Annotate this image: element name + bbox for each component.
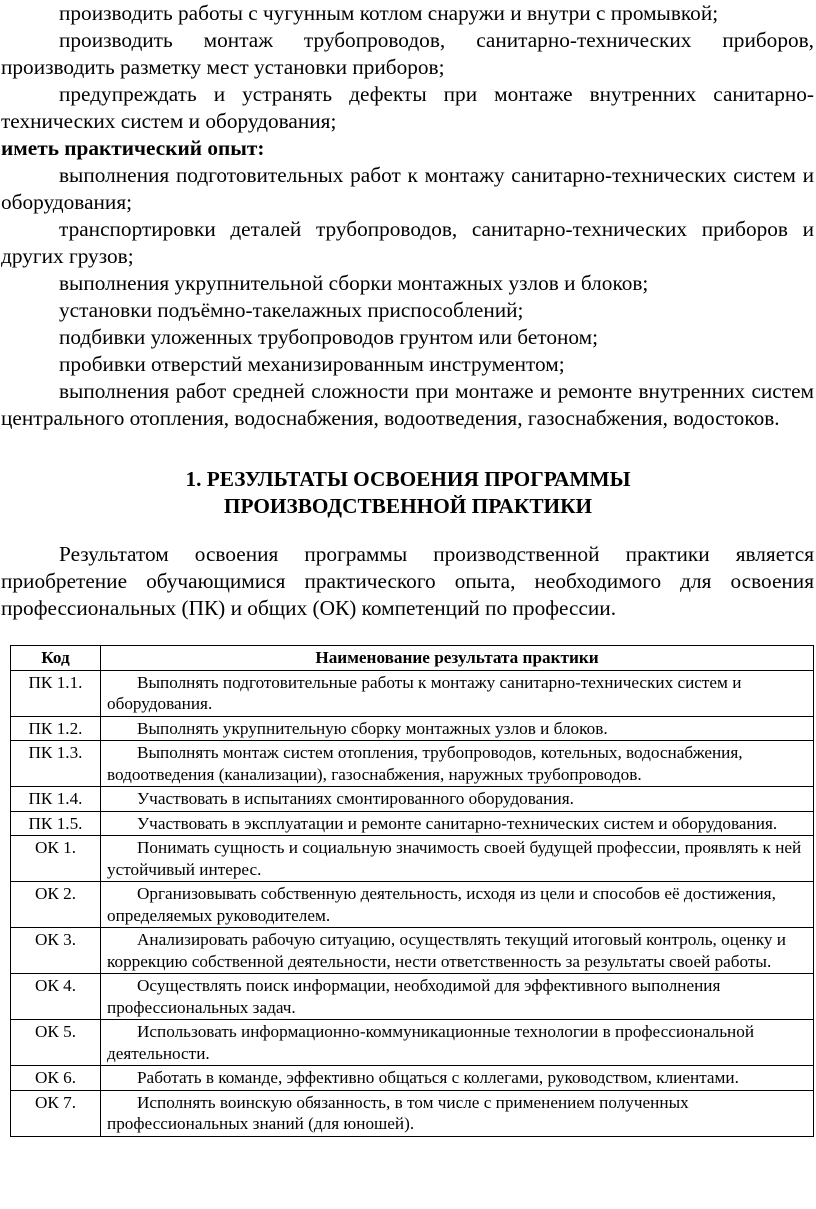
competency-code: ПК 1.3. xyxy=(11,741,101,787)
experience-item: выполнения работ средней сложности при монтаже и ремонте внутренних систем центрального отопления, водоснабжения, водоотведения, газоснабжения, водостоков. xyxy=(1,379,814,430)
experience-item: подбивки уложенных трубопроводов грунтом или бетоном; xyxy=(59,325,599,349)
competency-code: ОК 5. xyxy=(11,1020,101,1066)
section-heading-line: ПРОИЗВОДСТВЕННОЙ ПРАКТИКИ xyxy=(223,494,593,518)
experience-item: выполнения укрупнительной сборки монтажных узлов и блоков; xyxy=(59,271,649,295)
competency-name: Осуществлять поиск информации, необходимой для эффективного выполнения профессиональных задач. xyxy=(101,974,814,1020)
experience-item: выполнения подготовительных работ к монтажу санитарно-технических систем и оборудования; xyxy=(1,163,814,214)
paragraph: предупреждать и устранять дефекты при монтаже внутренних санитарно-технических систем и оборудования; xyxy=(1,82,814,133)
header-name: Наименование результата практики xyxy=(101,646,814,671)
competency-code: ПК 1.5. xyxy=(11,811,101,836)
competency-name: Организовывать собственную деятельность, исходя из цели и способов её достижения, определяемых руководителем. xyxy=(101,882,814,928)
competency-name: Анализировать рабочую ситуацию, осуществлять текущий итоговый контроль, оценку и коррекцию собственной деятельности, нести ответственность за результаты своей работы. xyxy=(101,928,814,974)
table-row xyxy=(11,882,814,928)
experience-item: установки подъёмно-такелажных приспособлений; xyxy=(59,298,524,322)
competency-code: ОК 4. xyxy=(11,974,101,1020)
experience-item: транспортировки деталей трубопроводов, санитарно-технических приборов и других грузов; xyxy=(1,217,814,268)
section-intro xyxy=(1,541,814,622)
table-row xyxy=(11,811,814,836)
competency-name: Выполнять укрупнительную сборку монтажных узлов и блоков. xyxy=(101,716,814,741)
table-row xyxy=(11,670,814,716)
paragraph: производить монтаж трубопроводов, санитарно-технических приборов, производить разметку мест установки приборов; xyxy=(1,28,814,79)
competency-code: ПК 1.1. xyxy=(11,670,101,716)
competency-name: Участвовать в эксплуатации и ремонте санитарно-технических систем и оборудования. xyxy=(101,811,814,836)
table-header-row xyxy=(11,646,814,671)
section-heading-line: 1. РЕЗУЛЬТАТЫ ОСВОЕНИЯ ПРОГРАММЫ xyxy=(185,467,631,491)
competency-name: Выполнять подготовительные работы к монтажу санитарно-технических систем и оборудования. xyxy=(101,670,814,716)
table-row xyxy=(11,716,814,741)
competency-name: Участвовать в испытаниях смонтированного оборудования. xyxy=(101,787,814,812)
experience-heading: иметь практический опыт: xyxy=(1,136,265,160)
header-code: Код xyxy=(11,646,101,671)
table-row xyxy=(11,741,814,787)
top-text-block xyxy=(1,0,814,432)
competency-name: Работать в команде, эффективно общаться с коллегами, руководством, клиентами. xyxy=(101,1066,814,1091)
competency-code: ОК 1. xyxy=(11,836,101,882)
competency-code: ОК 6. xyxy=(11,1066,101,1091)
competency-code: ОК 3. xyxy=(11,928,101,974)
competency-name: Понимать сущность и социальную значимость своей будущей профессии, проявлять к ней устойчивый интерес. xyxy=(101,836,814,882)
intro-paragraph: Результатом освоения программы производственной практики является приобретение обучающимися практического опыта, необходимого для освоения профессиональных (ПК) и общих (ОК) компетенций по профессии. xyxy=(1,542,814,620)
competency-name: Использовать информационно-коммуникационные технологии в профессиональной деятельности. xyxy=(101,1020,814,1066)
table-row xyxy=(11,1020,814,1066)
competency-name: Исполнять воинскую обязанность, в том числе с применением полученных профессиональных знаний (для юношей). xyxy=(101,1090,814,1136)
competency-code: ПК 1.2. xyxy=(11,716,101,741)
table-row xyxy=(11,974,814,1020)
table-row xyxy=(11,1066,814,1091)
section-heading xyxy=(0,466,816,520)
table-row xyxy=(11,787,814,812)
table-row xyxy=(11,836,814,882)
experience-item: пробивки отверстий механизированным инструментом; xyxy=(59,352,565,376)
competency-code: ОК 7. xyxy=(11,1090,101,1136)
results-table xyxy=(10,645,814,1137)
competency-code: ОК 2. xyxy=(11,882,101,928)
competency-code: ПК 1.4. xyxy=(11,787,101,812)
table-row xyxy=(11,1090,814,1136)
table-row xyxy=(11,928,814,974)
paragraph: производить работы с чугунным котлом снаружи и внутри с промывкой; xyxy=(59,1,719,25)
competency-name: Выполнять монтаж систем отопления, трубопроводов, котельных, водоснабжения, водоотведения (канализации), газоснабжения, наружных трубопроводов. xyxy=(101,741,814,787)
